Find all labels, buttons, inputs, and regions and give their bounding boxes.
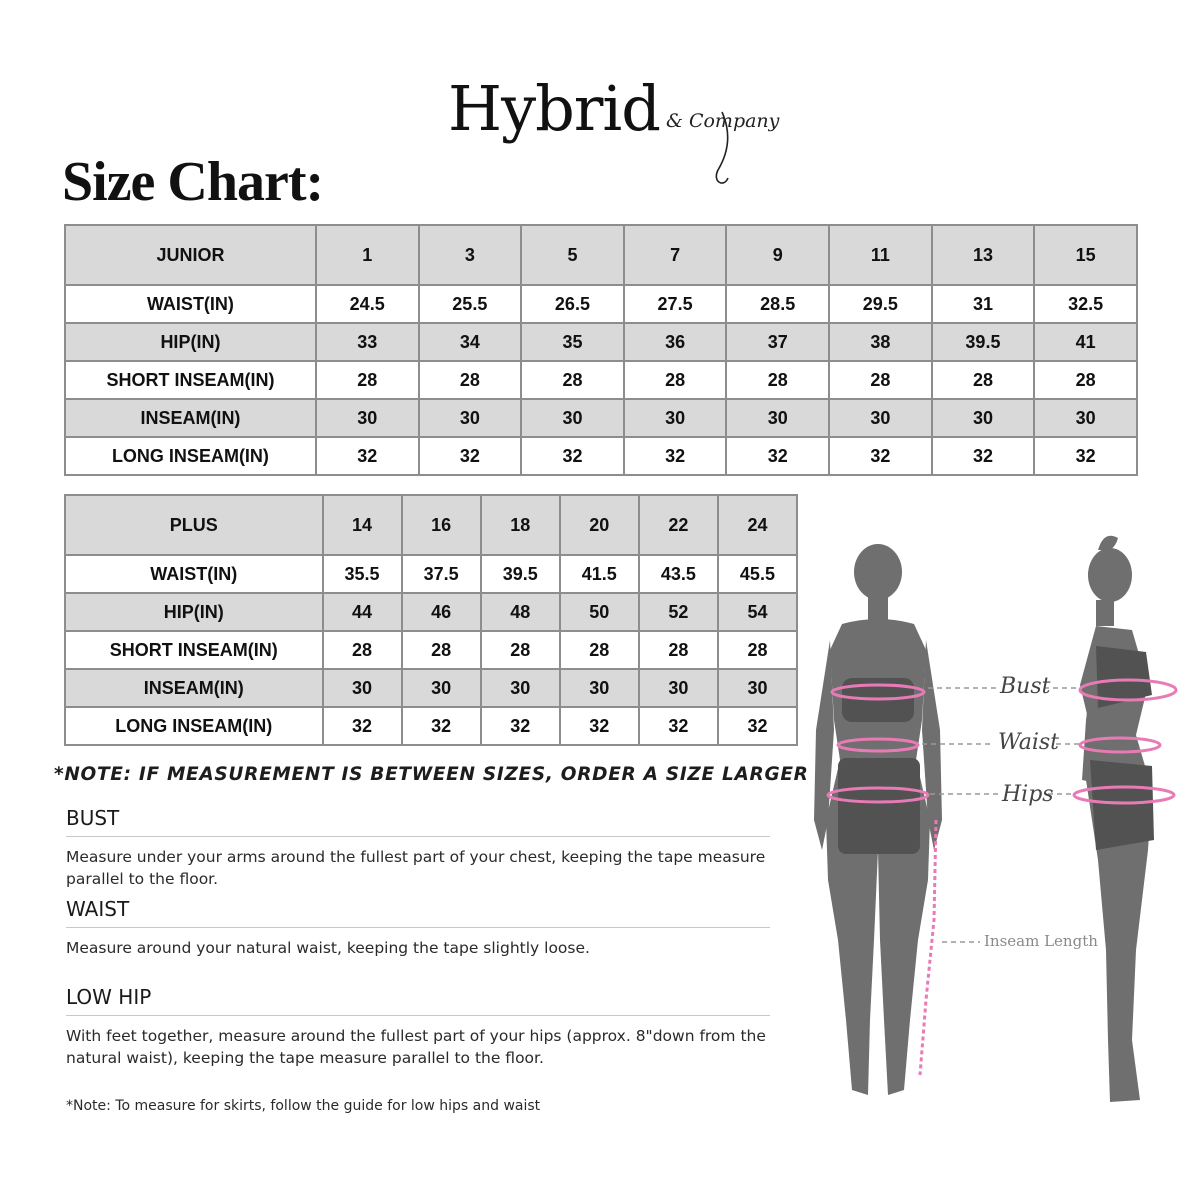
table-cell: 37 xyxy=(726,323,829,361)
table-cell: 30 xyxy=(726,399,829,437)
size-cell: 16 xyxy=(402,495,481,555)
skirt-footnote: *Note: To measure for skirts, follow the guide for low hips and waist xyxy=(66,1098,541,1114)
table-cell: 52 xyxy=(639,593,718,631)
table-cell: 48 xyxy=(481,593,560,631)
measurement-figures xyxy=(780,520,1200,1120)
table-cell: 41 xyxy=(1034,323,1137,361)
size-cell: 18 xyxy=(481,495,560,555)
table-cell: 28 xyxy=(419,361,522,399)
table-row xyxy=(65,631,797,669)
table-cell: 28 xyxy=(323,631,402,669)
table-cell: 30 xyxy=(829,399,932,437)
table-cell: 32 xyxy=(624,437,727,475)
table-header-row xyxy=(65,225,1137,285)
row-label: HIP(IN) xyxy=(65,593,323,631)
body-silhouettes-icon xyxy=(780,520,1200,1120)
table-cell: 37.5 xyxy=(402,555,481,593)
sizing-note: *NOTE: IF MEASUREMENT IS BETWEEN SIZES, ORDER A SIZE LARGER xyxy=(54,764,809,785)
table-cell: 32 xyxy=(932,437,1035,475)
table-cell: 28 xyxy=(481,631,560,669)
bust-instructions: Measure under your arms around the fullest part of your chest, keeping the tape measure parallel to the floor. xyxy=(66,848,766,888)
table-cell: 28 xyxy=(932,361,1035,399)
table-cell: 32 xyxy=(419,437,522,475)
row-label: INSEAM(IN) xyxy=(65,399,316,437)
table-cell: 32 xyxy=(718,707,797,745)
table-cell: 32 xyxy=(402,707,481,745)
table-header-label: JUNIOR xyxy=(65,225,316,285)
page-title: Size Chart: xyxy=(62,151,324,213)
low-hip-instructions: With feet together, measure around the fullest part of your hips (approx. 8"down from the natural waist), keeping the tape measure parallel to the floor. xyxy=(66,1027,766,1067)
table-cell: 30 xyxy=(521,399,624,437)
table-cell: 32 xyxy=(521,437,624,475)
waist-guide xyxy=(66,897,770,959)
table-cell: 28 xyxy=(718,631,797,669)
table-cell: 35.5 xyxy=(323,555,402,593)
table-cell: 28 xyxy=(560,631,639,669)
hips-label: Hips xyxy=(1002,782,1054,807)
size-cell: 20 xyxy=(560,495,639,555)
table-row xyxy=(65,593,797,631)
table-header-row xyxy=(65,495,797,555)
low-hip-guide xyxy=(66,985,770,1069)
table-row xyxy=(65,707,797,745)
brand-name: Hybrid xyxy=(448,72,660,145)
bust-label: Bust xyxy=(1000,674,1051,699)
brand-suffix: & Company xyxy=(666,110,780,132)
bust-heading: BUST xyxy=(66,806,770,837)
table-cell: 30 xyxy=(316,399,419,437)
table-cell: 54 xyxy=(718,593,797,631)
table-row xyxy=(65,669,797,707)
table-cell: 29.5 xyxy=(829,285,932,323)
row-label: LONG INSEAM(IN) xyxy=(65,437,316,475)
row-label: LONG INSEAM(IN) xyxy=(65,707,323,745)
low-hip-heading: LOW HIP xyxy=(66,985,770,1016)
table-cell: 32 xyxy=(560,707,639,745)
size-cell: 3 xyxy=(419,225,522,285)
table-cell: 30 xyxy=(323,669,402,707)
table-cell: 34 xyxy=(419,323,522,361)
waist-heading: WAIST xyxy=(66,897,770,928)
row-label: SHORT INSEAM(IN) xyxy=(65,631,323,669)
table-cell: 28 xyxy=(829,361,932,399)
table-cell: 46 xyxy=(402,593,481,631)
row-label: HIP(IN) xyxy=(65,323,316,361)
row-label: SHORT INSEAM(IN) xyxy=(65,361,316,399)
table-cell: 32 xyxy=(323,707,402,745)
table-cell: 32.5 xyxy=(1034,285,1137,323)
table-cell: 31 xyxy=(932,285,1035,323)
bust-guide xyxy=(66,806,770,890)
size-cell: 14 xyxy=(323,495,402,555)
size-cell: 11 xyxy=(829,225,932,285)
table-cell: 30 xyxy=(481,669,560,707)
table-cell: 30 xyxy=(419,399,522,437)
size-cell: 1 xyxy=(316,225,419,285)
junior-size-table xyxy=(64,224,1138,476)
table-cell: 39.5 xyxy=(932,323,1035,361)
size-cell: 15 xyxy=(1034,225,1137,285)
table-cell: 36 xyxy=(624,323,727,361)
table-cell: 28.5 xyxy=(726,285,829,323)
table-cell: 32 xyxy=(726,437,829,475)
size-cell: 13 xyxy=(932,225,1035,285)
table-cell: 30 xyxy=(718,669,797,707)
table-cell: 26.5 xyxy=(521,285,624,323)
table-cell: 27.5 xyxy=(624,285,727,323)
table-cell: 44 xyxy=(323,593,402,631)
table-cell: 28 xyxy=(316,361,419,399)
table-row xyxy=(65,285,1137,323)
table-cell: 28 xyxy=(726,361,829,399)
table-cell: 50 xyxy=(560,593,639,631)
table-cell: 28 xyxy=(624,361,727,399)
logo-swash-icon xyxy=(700,110,740,190)
table-cell: 33 xyxy=(316,323,419,361)
table-cell: 28 xyxy=(402,631,481,669)
row-label: INSEAM(IN) xyxy=(65,669,323,707)
table-cell: 38 xyxy=(829,323,932,361)
row-label: WAIST(IN) xyxy=(65,285,316,323)
table-header-label: PLUS xyxy=(65,495,323,555)
table-cell: 30 xyxy=(932,399,1035,437)
waist-instructions: Measure around your natural waist, keeping the tape slightly loose. xyxy=(66,939,590,957)
table-row xyxy=(65,555,797,593)
table-cell: 30 xyxy=(624,399,727,437)
table-cell: 25.5 xyxy=(419,285,522,323)
table-cell: 35 xyxy=(521,323,624,361)
table-cell: 45.5 xyxy=(718,555,797,593)
table-cell: 41.5 xyxy=(560,555,639,593)
plus-size-table xyxy=(64,494,798,746)
table-cell: 32 xyxy=(481,707,560,745)
inseam-length-label: Inseam Length xyxy=(984,932,1098,950)
table-cell: 28 xyxy=(639,631,718,669)
row-label: WAIST(IN) xyxy=(65,555,323,593)
table-cell: 32 xyxy=(639,707,718,745)
table-cell: 32 xyxy=(316,437,419,475)
table-cell: 30 xyxy=(1034,399,1137,437)
table-cell: 30 xyxy=(402,669,481,707)
table-cell: 39.5 xyxy=(481,555,560,593)
table-cell: 43.5 xyxy=(639,555,718,593)
size-cell: 9 xyxy=(726,225,829,285)
table-row xyxy=(65,323,1137,361)
table-cell: 32 xyxy=(829,437,932,475)
table-row xyxy=(65,437,1137,475)
size-cell: 7 xyxy=(624,225,727,285)
table-cell: 30 xyxy=(639,669,718,707)
table-cell: 28 xyxy=(521,361,624,399)
table-cell: 24.5 xyxy=(316,285,419,323)
table-row xyxy=(65,361,1137,399)
table-cell: 30 xyxy=(560,669,639,707)
size-cell: 24 xyxy=(718,495,797,555)
table-cell: 32 xyxy=(1034,437,1137,475)
waist-label: Waist xyxy=(998,730,1059,755)
table-row xyxy=(65,399,1137,437)
size-cell: 22 xyxy=(639,495,718,555)
table-cell: 28 xyxy=(1034,361,1137,399)
size-cell: 5 xyxy=(521,225,624,285)
